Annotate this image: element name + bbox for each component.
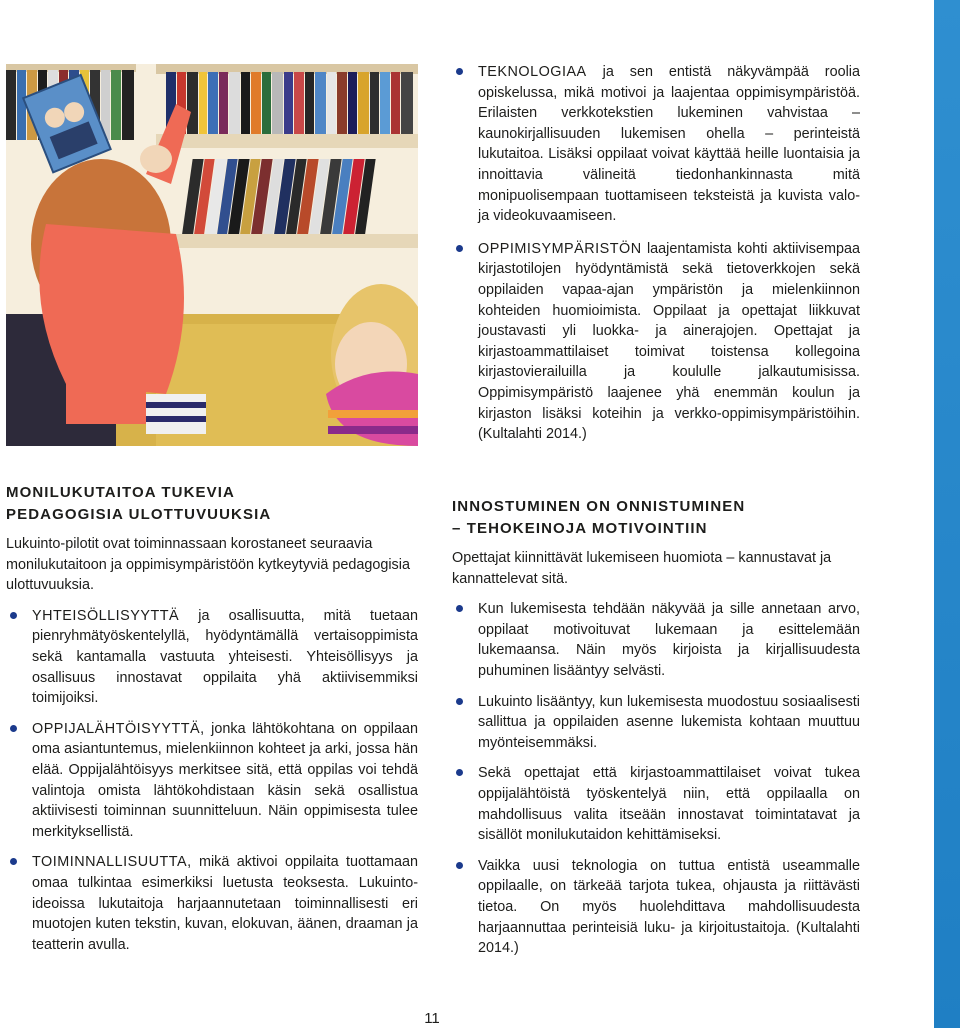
item-lead: OPPIJALÄHTÖISYYTTÄ, — [32, 720, 205, 737]
bullet-icon — [10, 858, 17, 865]
library-photo-icon — [6, 64, 418, 446]
left-list — [6, 606, 418, 956]
section-intro: Lukuinto-pilotit ovat toiminnassaan korostaneet seuraavia monilukutaitoon ja oppimisympäristöön kytkeytyviä pedagogisia ulottuvuuksia. — [6, 536, 410, 594]
list-item — [452, 763, 860, 845]
page-number: 11 — [424, 1010, 440, 1027]
list-item — [6, 852, 418, 955]
item-text: Vaikka uusi teknologia on tuttua entistä useammalle oppilaalle, on tärkeää tarjota tukea, ohjausta ja riittävästi tietoa. On myös huolehdittava mahdollisuudesta harjaannuttaa perinteisiä luku- ja kirjoitustaitoja. (Kultalahti 2014.) — [478, 857, 860, 957]
list-item — [452, 856, 860, 959]
section-heading — [452, 496, 860, 540]
bullet-icon — [456, 862, 463, 869]
library-photo — [6, 64, 418, 446]
item-text: laajentamista kohti aktiivisempaa kirjastotilojen hyödyntämistä sekä tietoverkkojen sekä oppilaiden vapaa-ajan ympäristön ja mielenkiinnon kohteiden huomioimista. Oppilaat ja opettajat liikkuvat joustavasti yli luokka- ja ainerajojen. Opettajat ja kirjastoammattilaiset toimivat toistensa kollegoina kirjastovierailuilla ja koululle jalkautumisissa. Oppimisympäristö laajenee yhä enemmän koulun ja kirjaston lisäksi koteihin ja verkko-oppimisympäristöihin. (Kultalahti 2014.) — [478, 240, 860, 443]
item-lead: TEKNOLOGIAA — [478, 64, 587, 80]
section-heading — [6, 482, 418, 526]
bullet-icon — [10, 612, 17, 619]
bullet-icon — [456, 68, 463, 75]
bullet-icon — [456, 245, 463, 252]
list-item — [6, 719, 418, 843]
right-top-column — [452, 62, 860, 455]
heading-line: – TEHOKEINOJA MOTIVOINTIIN — [452, 520, 708, 537]
list-item — [452, 692, 860, 754]
bullet-icon — [10, 725, 17, 732]
heading-line: MONILUKUTAITOA TUKEVIA — [6, 484, 235, 501]
left-column — [6, 482, 418, 965]
bullet-icon — [456, 698, 463, 705]
item-lead: OPPIMISYMPÄRISTÖN — [478, 240, 642, 257]
item-text: ja sen entistä näkyvämpää roolia opiskelussa, mikä motivoi ja laajentaa oppimisympäristöä. Erilaisten verkkotekstien lukeminen vahvistaa – kaunokirjallisuuden lukemisen ohella – perinteistä lukutaitoa. Lisäksi oppilaat voivat käyttää heille luontaisia ja innoittavia välineitä tiedonhankinnasta mitä monipuolisempaan tuottamiseen teksteistä ja kuvista valo- ja videokuvaamiseen. — [478, 64, 860, 225]
list-item — [452, 599, 860, 681]
list-item — [452, 239, 860, 445]
heading-line: INNOSTUMINEN ON ONNISTUMINEN — [452, 498, 746, 515]
list-item — [452, 62, 860, 227]
item-text: jonka lähtökohtana on oppilaan oma asiantuntemus, mielenkiinnon kohteet ja arki, jossa hän elää. Oppijalähtöisyys merkitsee sitä, että oppilas voi tehdä valintoja omista lähtökohdistaan käsin sekä osallistua aktiivisesti toiminnan suunnitteluun. Näin oppimisesta tulee merkityksellistä. — [32, 720, 418, 840]
right-bottom-column — [452, 496, 860, 969]
side-accent-strip — [934, 0, 960, 1028]
item-text: Lukuinto lisääntyy, kun lukemisesta muodostuu sosiaalisesti sallittua ja oppilaiden asenne lukemista kohtaan muuttuu myönteisemmäksi. — [478, 693, 860, 751]
section-intro: Opettajat kiinnittävät lukemiseen huomiota – kannustavat ja kannattelevat sitä. — [452, 550, 832, 587]
bullet-icon — [456, 769, 463, 776]
right-top-list — [452, 62, 860, 445]
item-text: ja osallisuutta, mitä tuetaan pienryhmätyöskentelyllä, hyödyntämällä vertaisoppimista sekä kantamalla vastuuta yhteisesti. Yhteisöllisyys ja osallisuus innostavat oppilaita yhä aktiivisemmiksi toimijoiksi. — [32, 607, 418, 707]
bullet-icon — [456, 605, 463, 612]
heading-line: PEDAGOGISIA ULOTTUVUUKSIA — [6, 506, 272, 523]
item-lead: TOIMINNALLISUUTTA, — [32, 854, 192, 871]
list-item — [6, 606, 418, 709]
item-text: mikä aktivoi oppilaita tuottamaan omaa tulkintaa esimerkiksi luetusta teoksesta. Lukuinto-ideoissa lukutaitoja harjaannutetaan toiminnallisesti eri muotojen kuten tekstin, kuvan, elokuvan, äänen, draaman ja teatterin avulla. — [32, 854, 418, 953]
item-text: Kun lukemisesta tehdään näkyvää ja sille annetaan arvo, oppilaat motivoituvat lukemaan ja esittelemään lukemaansa. Näin myös kirjoista ja kirjallisuudesta puhuminen lisääntyy selvästi. — [478, 601, 860, 679]
item-lead: YHTEISÖLLISYYTTÄ — [32, 607, 180, 624]
right-bottom-list — [452, 599, 860, 959]
item-text: Sekä opettajat että kirjastoammattilaiset voivat tukea oppijalähtöistä työskentelyä niin, että oppilaalla on mahdollisuus valita itseään innostavat toimintatavat ja sisällöt monilukutaidon kehittämiseksi. — [478, 765, 860, 844]
